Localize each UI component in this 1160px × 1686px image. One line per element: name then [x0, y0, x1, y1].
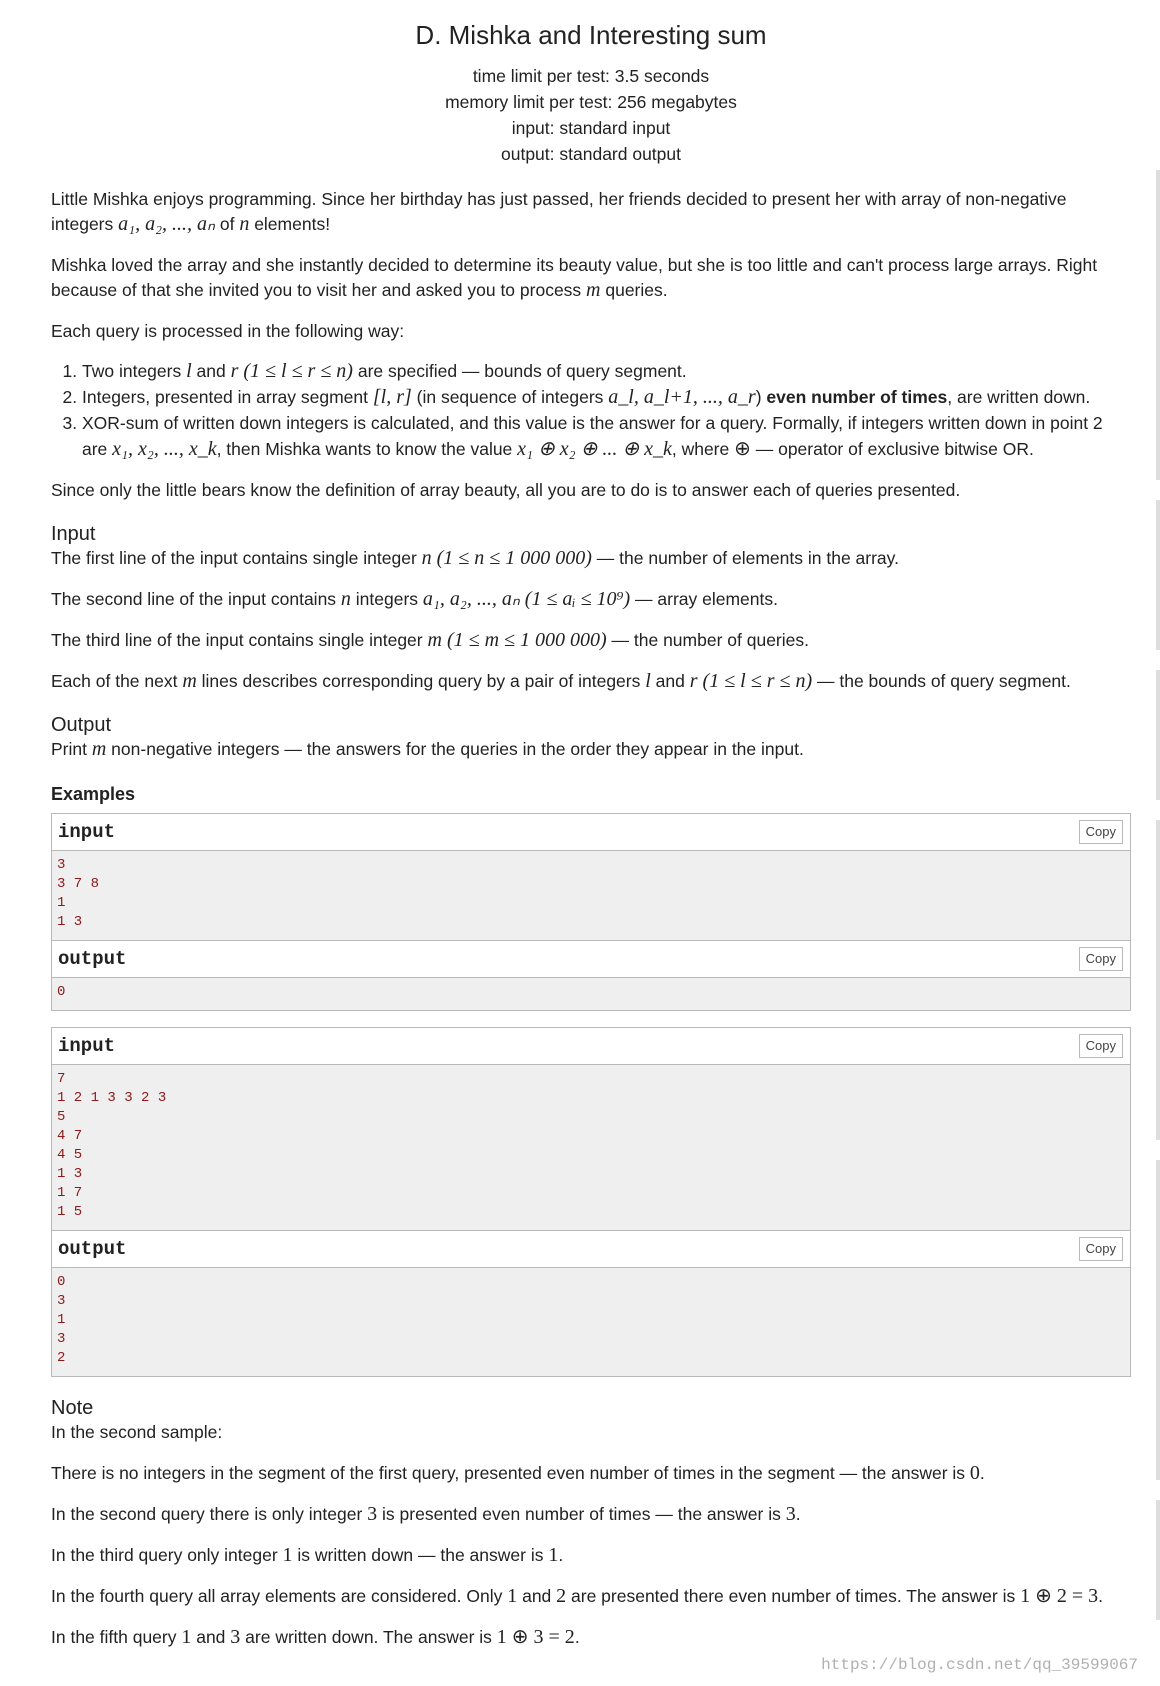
- memory-limit: memory limit per test: 256 megabytes: [445, 92, 737, 112]
- legend-paragraph-1: Little Mishka enjoys programming. Since her birthday has just passed, her friends decided to present her with array of non-negative integers a₁, a₂, ..., aₙ of n elements!: [51, 189, 1067, 235]
- copy-button[interactable]: Copy: [1079, 1237, 1123, 1261]
- list-item: 2. Integers, presented in array segment [l, r] (in sequence of integers a_l, a_l+1, ..., a_r) even number of times, are written down.: [82, 384, 1131, 410]
- example-output-header: [52, 940, 1130, 978]
- problem-limits: [51, 63, 1131, 167]
- output-heading: Output: [51, 714, 112, 736]
- problem-statement: [51, 0, 1131, 1650]
- page-edge-divider: [1156, 1500, 1160, 1620]
- input-line-3: The third line of the input contains single integer m (1 ≤ m ≤ 1 000 000) — the number of queries.: [51, 629, 809, 651]
- input-heading: Input: [51, 523, 96, 545]
- time-limit: time limit per test: 3.5 seconds: [472, 66, 710, 86]
- example-input-label: input: [58, 821, 116, 843]
- note-line-4: In the fourth query all array elements are considered. Only 1 and 2 are presented there even number of times. The answer is 1 ⊕ 2 = 3.: [51, 1585, 1104, 1607]
- copy-button[interactable]: Copy: [1079, 1034, 1123, 1058]
- blog-watermark: https://blog.csdn.net/qq_39599067: [821, 1656, 1138, 1674]
- example-input-text: 7 1 2 1 3 3 2 3 5 4 7 4 5 1 3 1 7 1 5: [52, 1065, 1130, 1230]
- input-line-2: The second line of the input contains n integers a₁, a₂, ..., aₙ (1 ≤ aᵢ ≤ 10⁹) — array elements.: [51, 588, 778, 610]
- note-line-3: In the third query only integer 1 is written down — the answer is 1.: [51, 1544, 564, 1566]
- copy-button[interactable]: Copy: [1079, 820, 1123, 844]
- page-edge-divider: [1156, 170, 1160, 480]
- input-line-4: Each of the next m lines describes corresponding query by a pair of integers l and r (1 ≤ l ≤ r ≤ n) — the bounds of query segment.: [51, 670, 1071, 692]
- note-heading: Note: [51, 1397, 94, 1419]
- note-line-2: In the second query there is only integer 3 is presented even number of times — the answer is 3.: [51, 1503, 801, 1525]
- note-line-0: In the second sample:: [51, 1422, 223, 1442]
- copy-button[interactable]: Copy: [1079, 947, 1123, 971]
- legend-paragraph-4: Since only the little bears know the definition of array beauty, all you are to do is to answer each of queries presented.: [51, 480, 961, 500]
- legend-paragraph-3: Each query is processed in the following way:: [51, 321, 405, 341]
- page-edge-divider: [1156, 500, 1160, 650]
- output-line-1: Print m non-negative integers — the answers for the queries in the order they appear in the input.: [51, 738, 804, 760]
- example-output-label: output: [58, 1238, 127, 1260]
- example-output-label: output: [58, 948, 127, 970]
- page-edge-divider: [1156, 820, 1160, 1140]
- legend-paragraph-2: Mishka loved the array and she instantly decided to determine its beauty value, but she is too little and can't process large arrays. Right because of that she invited you to visit her and asked you to process m queries.: [51, 255, 1098, 301]
- example-output-text: 0 3 1 3 2: [52, 1268, 1130, 1376]
- example-input-header: [52, 1028, 1130, 1065]
- examples-heading: Examples: [51, 784, 136, 804]
- example-input-text: 3 3 7 8 1 1 3: [52, 851, 1130, 940]
- example-1: [51, 813, 1131, 1011]
- example-output-header: [52, 1230, 1130, 1268]
- note-line-1: There is no integers in the segment of the first query, presented even number of times in the segment — the answer is 0.: [51, 1462, 985, 1484]
- output-file: output: standard output: [501, 144, 681, 164]
- note-line-5: In the fifth query 1 and 3 are written down. The answer is 1 ⊕ 3 = 2.: [51, 1626, 580, 1648]
- problem-title: D. Mishka and Interesting sum: [415, 20, 767, 50]
- input-file: input: standard input: [511, 118, 671, 138]
- example-output-text: 0: [52, 978, 1130, 1010]
- list-item: 1. Two integers l and r (1 ≤ l ≤ r ≤ n) are specified — bounds of query segment.: [82, 358, 1131, 384]
- list-item: 3. XOR-sum of written down integers is calculated, and this value is the answer for a query. Formally, if integers written down in point 2 are x₁, x₂, ..., x_k, then Mishka wants to know the value x₁ ⊕ x₂ ⊕ ... ⊕ x_k, where ⊕ — operator of exclusive bitwise OR.: [82, 410, 1131, 462]
- page-edge-divider: [1156, 1160, 1160, 1480]
- example-input-header: [52, 814, 1130, 851]
- example-2: [51, 1027, 1131, 1377]
- page-edge-divider: [1156, 670, 1160, 800]
- input-line-1: The first line of the input contains single integer n (1 ≤ n ≤ 1 000 000) — the number of elements in the array.: [51, 547, 899, 569]
- example-input-label: input: [58, 1035, 116, 1057]
- query-steps-list: [51, 358, 1131, 462]
